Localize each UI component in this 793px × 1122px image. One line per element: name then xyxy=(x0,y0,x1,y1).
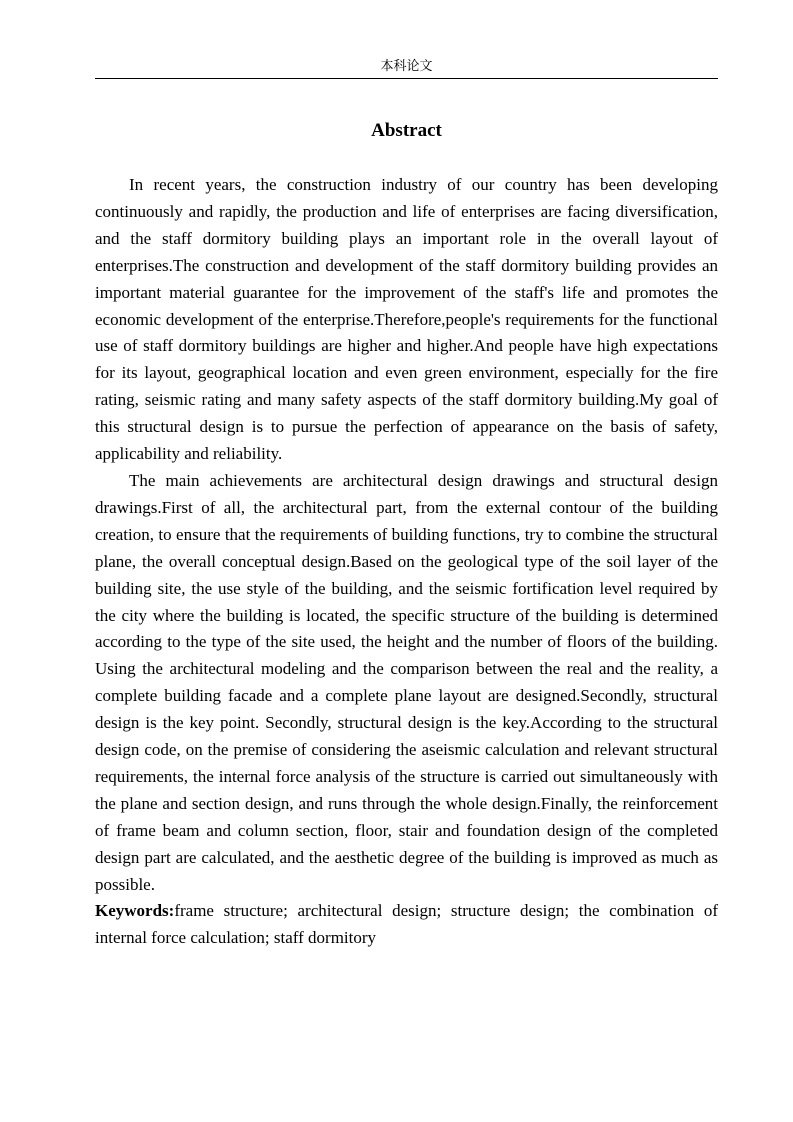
keywords-text: frame structure; architectural design; structure design; the combination of internal force calculation; staff dormitory xyxy=(95,901,718,948)
running-header: 本科论文 xyxy=(380,59,433,74)
header-divider xyxy=(95,78,718,79)
abstract-paragraph-1: In recent years, the construction industry of our country has been developing continuously and rapidly, the production and life of enterprises are facing diversification, and the staff dormitory building plays an important role in the overall layout of enterprises.The construction and development of the staff dormitory building provides an important material guarantee for the improvement of the staff's life and promotes the economic development of the enterprise.Therefore,people's requirements for the functional use of staff dormitory buildings are higher and higher.And people have high expectations for its layout, geographical location and even green environment, especially for the fire rating, seismic rating and many safety aspects of the staff dormitory building.My goal of this structural design is to pursue the perfection of appearance on the basis of safety, applicability and reliability. xyxy=(95,175,718,464)
keywords-label: Keywords: xyxy=(95,901,175,921)
abstract-title: Abstract xyxy=(371,120,442,141)
abstract-body xyxy=(95,172,718,952)
keywords-line xyxy=(95,898,718,952)
abstract-paragraph-2: The main achievements are architectural design drawings and structural design drawings.First of all, the architectural part, from the external contour of the building creation, to ensure that the requirements of building functions, try to combine the structural plane, the overall conceptual design.Based on the geological type of the soil layer of the building site, the use style of the building, and the seismic fortification level required by the city where the building is located, the specific structure of the building is determined according to the type of the site used, the height and the number of floors of the building. Using the architectural modeling and the comparison between the real and the reality, a complete building facade and a complete plane layout are designed.Secondly, structural design is the key point. Secondly, structural design is the key.According to the structural design code, on the premise of considering the aseismic calculation and relevant structural requirements, the internal force analysis of the structure is carried out simultaneously with the plane and section design, and runs through the whole design.Finally, the reinforcement of frame beam and column section, floor, stair and foundation design of the completed design part are calculated, and the aesthetic degree of the building is improved as much as possible. xyxy=(95,470,718,894)
